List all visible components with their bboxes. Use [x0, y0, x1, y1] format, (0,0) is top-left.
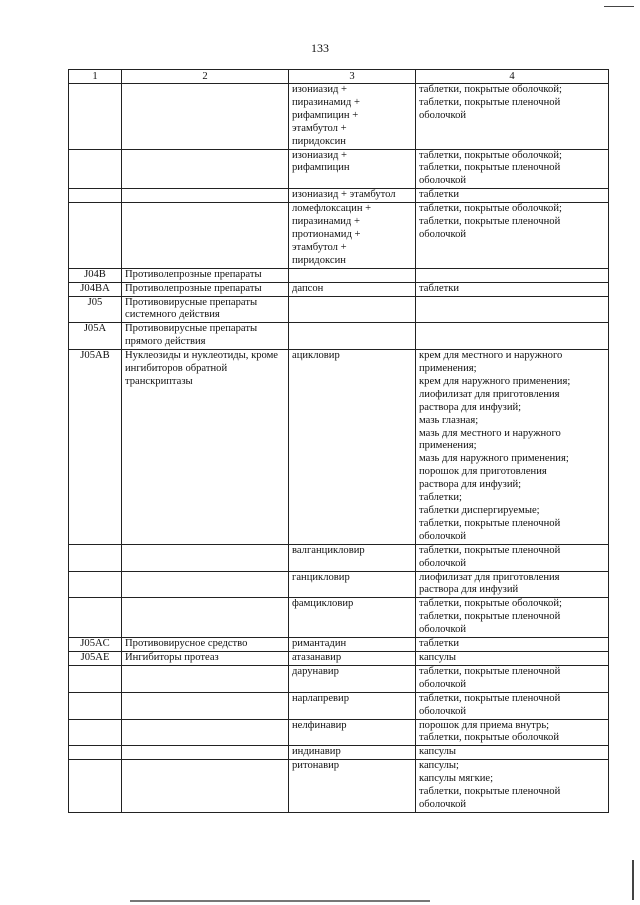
dosage-form-line: капсулы [419, 746, 457, 758]
table-row [69, 760, 609, 813]
drug-name-line: изониазид + этамбутол [292, 189, 396, 201]
drug-group-cell: Противолепрозные препараты [122, 268, 289, 282]
drug-name-line: ацикловир [292, 350, 340, 362]
table-row [69, 571, 609, 598]
dosage-form-line: оболочкой [419, 624, 467, 636]
atc-code-cell [69, 84, 122, 150]
dosage-form-cell [416, 638, 609, 652]
dosage-form-line: оболочкой [419, 228, 467, 240]
drug-name-cell [289, 350, 416, 545]
table-row [69, 268, 609, 282]
table-row [69, 665, 609, 692]
dosage-form-line: таблетки диспергируемые; [419, 505, 540, 516]
atc-code-cell: J05AB [69, 350, 122, 545]
drug-name-line: индинавир [292, 746, 341, 758]
dosage-form-cell [416, 719, 609, 746]
atc-code-cell [69, 760, 122, 813]
drug-name-line: ломефлоксацин + [292, 203, 372, 215]
dosage-form-line: капсулы [419, 651, 457, 663]
dosage-form-line: таблетки, покрытые пленочной [419, 692, 561, 704]
table-row [69, 203, 609, 269]
drug-name-line: римантадин [292, 638, 347, 650]
dosage-form-line: раствора для инфузий; [419, 401, 522, 413]
table-row [69, 651, 609, 665]
dosage-form-line: таблетки [419, 638, 460, 650]
drug-group-cell [122, 719, 289, 746]
drug-group-cell [122, 665, 289, 692]
dosage-form-line: таблетки; [419, 492, 462, 504]
atc-code-cell: J05 [69, 296, 122, 323]
dosage-form-line: таблетки, покрытые оболочкой [419, 732, 559, 744]
dosage-form-line: применения; [419, 440, 477, 452]
drug-name-cell [289, 746, 416, 760]
dosage-form-line: таблетки [419, 189, 460, 201]
dosage-form-cell [416, 268, 609, 282]
table-row [69, 282, 609, 296]
drug-name-line: рифампицин [292, 162, 350, 174]
drug-name-line: рифампицин + [292, 109, 359, 121]
dosage-form-line: капсулы мягкие; [419, 773, 494, 785]
dosage-form-line: применения; [419, 363, 477, 375]
atc-code-cell: J05AC [69, 638, 122, 652]
drug-name-cell [289, 760, 416, 813]
dosage-form-line: мазь глазная; [419, 414, 479, 426]
table-row [69, 189, 609, 203]
drug-name-line: фамцикловир [292, 598, 354, 610]
table-row [69, 149, 609, 189]
dosage-form-line: раствора для инфузий [419, 584, 519, 596]
atc-code-cell: J05A [69, 323, 122, 350]
header-col-4: 4 [416, 70, 609, 84]
drug-group-cell [122, 746, 289, 760]
atc-code-cell [69, 544, 122, 571]
table-row [69, 544, 609, 571]
drug-name-line: пиразинамид + [292, 216, 360, 228]
atc-code-cell: J05AE [69, 651, 122, 665]
drug-group-cell [122, 84, 289, 150]
dosage-form-cell [416, 746, 609, 760]
drug-name-line: протионамид + [292, 228, 361, 240]
drug-name-line: нелфинавир [292, 719, 347, 731]
drug-name-cell [289, 719, 416, 746]
atc-code-cell [69, 598, 122, 638]
scan-mark-top [604, 6, 634, 7]
dosage-form-cell [416, 149, 609, 189]
drug-group-cell [122, 571, 289, 598]
dosage-form-line: таблетки, покрытые пленочной [419, 216, 561, 228]
atc-code-cell [69, 149, 122, 189]
dosage-form-line: таблетки, покрытые пленочной [419, 544, 561, 556]
page-number: 133 [311, 41, 329, 55]
drug-name-line: ганцикловир [292, 571, 350, 583]
drug-name-cell [289, 282, 416, 296]
dosage-form-cell [416, 189, 609, 203]
table-row [69, 350, 609, 545]
dosage-form-line: таблетки, покрытые пленочной [419, 786, 561, 798]
dosage-form-line: таблетки, покрытые пленочной [419, 517, 561, 529]
table-row [69, 692, 609, 719]
dosage-form-cell [416, 296, 609, 323]
dosage-form-cell [416, 323, 609, 350]
drug-group-cell [122, 203, 289, 269]
drug-group-cell [122, 189, 289, 203]
dosage-form-line: капсулы; [419, 760, 459, 772]
drug-name-cell [289, 571, 416, 598]
drug-group-cell: Противовирусные препараты прямого действия [122, 323, 289, 350]
scan-mark-bottom [130, 900, 430, 902]
atc-code-cell: J04B [69, 268, 122, 282]
drug-name-cell [289, 638, 416, 652]
dosage-form-line: таблетки, покрытые пленочной [419, 96, 561, 108]
dosage-form-line: лиофилизат для приготовления [419, 571, 560, 583]
dosage-form-cell [416, 203, 609, 269]
table-row [69, 296, 609, 323]
drug-group-cell: Противовирусное средство [122, 638, 289, 652]
dosage-form-line: оболочкой [419, 530, 467, 542]
dosage-form-line: оболочкой [419, 175, 467, 187]
scan-mark-right [632, 860, 634, 900]
atc-code-cell [69, 746, 122, 760]
drug-group-cell: Ингибиторы протеаз [122, 651, 289, 665]
dosage-form-line: раствора для инфузий; [419, 479, 522, 491]
drug-name-line: валганцикловир [292, 544, 365, 556]
dosage-form-line: порошок для приготовления [419, 466, 547, 478]
dosage-form-cell [416, 665, 609, 692]
drug-name-cell [289, 268, 416, 282]
dosage-form-line: оболочкой [419, 678, 467, 690]
atc-code-cell [69, 692, 122, 719]
table-row [69, 746, 609, 760]
atc-code-cell [69, 571, 122, 598]
dosage-form-line: таблетки, покрытые оболочкой; [419, 84, 562, 95]
drug-name-line: нарлапревир [292, 692, 350, 704]
drug-table [68, 69, 609, 813]
drug-name-line: пиридоксин [292, 254, 346, 266]
table-row [69, 638, 609, 652]
drug-name-line: этамбутол + [292, 122, 347, 134]
atc-code-cell [69, 189, 122, 203]
drug-name-cell [289, 296, 416, 323]
dosage-form-cell [416, 544, 609, 571]
table-header-row [69, 70, 609, 84]
drug-group-cell [122, 544, 289, 571]
table-row [69, 323, 609, 350]
table-row [69, 598, 609, 638]
drug-group-cell [122, 692, 289, 719]
drug-name-cell [289, 203, 416, 269]
drug-name-line: ритонавир [292, 760, 340, 772]
dosage-form-line: оболочкой [419, 109, 467, 121]
dosage-form-cell [416, 350, 609, 545]
dosage-form-cell [416, 651, 609, 665]
header-col-2: 2 [122, 70, 289, 84]
drug-name-cell [289, 651, 416, 665]
drug-name-cell [289, 189, 416, 203]
atc-code-cell: J04BA [69, 282, 122, 296]
drug-name-line: пиразинамид + [292, 96, 360, 108]
dosage-form-cell [416, 84, 609, 150]
drug-group-cell: Противовирусные препараты системного действия [122, 296, 289, 323]
dosage-form-line: таблетки, покрытые пленочной [419, 611, 561, 623]
drug-name-cell [289, 665, 416, 692]
drug-name-line: пиридоксин [292, 135, 346, 147]
atc-code-cell [69, 665, 122, 692]
dosage-form-line: таблетки, покрытые оболочкой; [419, 149, 562, 161]
dosage-form-line: крем для наружного применения; [419, 375, 571, 387]
dosage-form-cell [416, 692, 609, 719]
dosage-form-cell [416, 760, 609, 813]
drug-name-line: дарунавир [292, 665, 339, 677]
dosage-form-cell [416, 598, 609, 638]
dosage-form-line: оболочкой [419, 557, 467, 569]
dosage-form-line: крем для местного и наружного [419, 350, 563, 362]
dosage-form-line: таблетки, покрытые пленочной [419, 665, 561, 677]
drug-name-line: дапсон [292, 282, 324, 294]
drug-name-cell [289, 598, 416, 638]
dosage-form-line: мазь для местного и наружного [419, 427, 561, 439]
table-row [69, 84, 609, 150]
drug-group-cell [122, 760, 289, 813]
header-col-1: 1 [69, 70, 122, 84]
drug-group-cell [122, 598, 289, 638]
drug-name-cell [289, 544, 416, 571]
drug-name-cell [289, 323, 416, 350]
drug-group-cell: Противолепрозные препараты [122, 282, 289, 296]
dosage-form-line: таблетки, покрытые оболочкой; [419, 598, 562, 610]
atc-code-cell [69, 719, 122, 746]
dosage-form-cell [416, 282, 609, 296]
dosage-form-line: таблетки, покрытые пленочной [419, 162, 561, 174]
table-row [69, 719, 609, 746]
dosage-form-line: лиофилизат для приготовления [419, 388, 560, 400]
drug-group-cell [122, 149, 289, 189]
drug-name-line: этамбутол + [292, 241, 347, 253]
dosage-form-line: оболочкой [419, 705, 467, 717]
drug-name-line: изониазид + [292, 149, 347, 161]
drug-name-cell [289, 84, 416, 150]
table-body [69, 84, 609, 813]
dosage-form-line: оболочкой [419, 798, 467, 810]
dosage-form-line: таблетки, покрытые оболочкой; [419, 203, 562, 215]
atc-code-cell [69, 203, 122, 269]
dosage-form-line: мазь для наружного применения; [419, 453, 569, 465]
drug-name-cell [289, 149, 416, 189]
dosage-form-line: таблетки [419, 282, 460, 294]
dosage-form-cell [416, 571, 609, 598]
header-col-3: 3 [289, 70, 416, 84]
drug-group-cell: Нуклеозиды и нуклеотиды, кроме ингибиторов обратной транскриптазы [122, 350, 289, 545]
dosage-form-line: порошок для приема внутрь; [419, 719, 550, 731]
drug-name-cell [289, 692, 416, 719]
drug-name-line: изониазид + [292, 84, 347, 95]
drug-name-line: атазанавир [292, 651, 342, 663]
